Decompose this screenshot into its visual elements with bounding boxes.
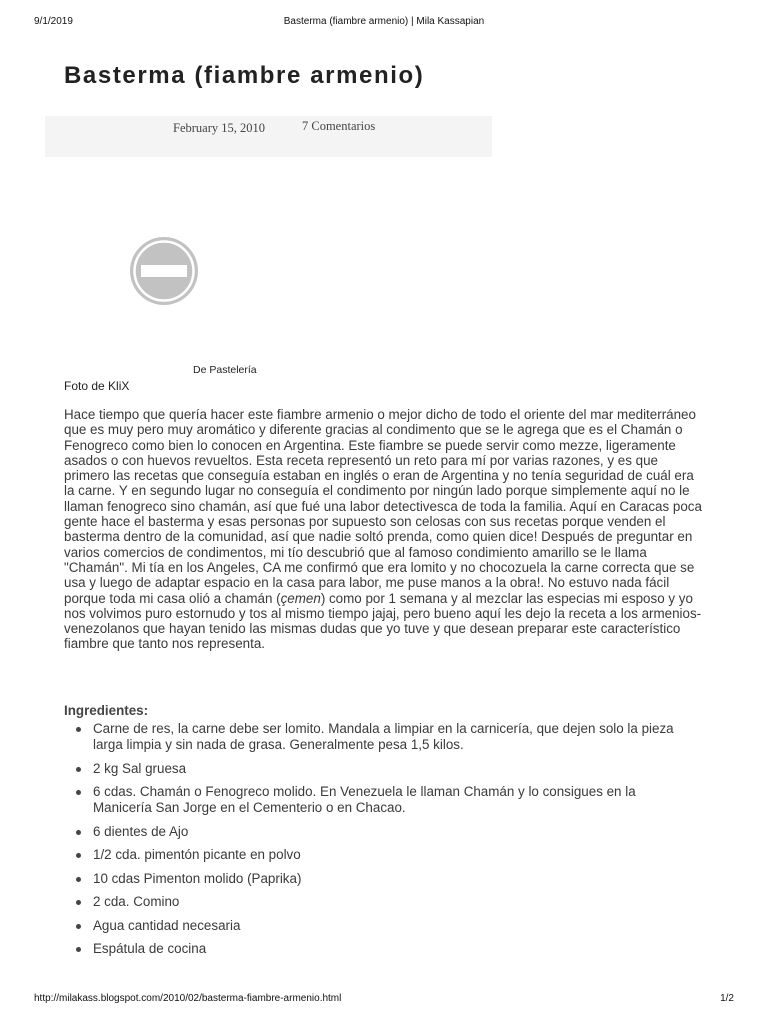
- blocked-image-icon: [126, 236, 202, 306]
- intro-text: ) como por 1 semana y al mezclar las especias mi esposo y yo nos volvimos puro estornudo y tos al mismo tiempo jajaj, pero bueno aquí les dejo la receta a los armenios-venezolanos que hayan tenido las mismas dudas que yo tuve y que desean preparar este característico fiambre que tanto nos representa.: [64, 590, 702, 652]
- ingredient-item: Agua cantidad necesaria: [64, 918, 684, 934]
- intro-paragraph: [64, 407, 704, 652]
- ingredients-heading: Ingredientes:: [64, 703, 149, 718]
- cemen-term: çemen: [280, 590, 321, 606]
- print-footer: [34, 993, 734, 1007]
- print-document-title: Basterma (fiambre armenio) | Mila Kassapian: [283, 16, 485, 27]
- ingredient-item: 10 cdas Pimenton molido (Paprika): [64, 871, 684, 887]
- ingredient-item: 6 dientes de Ajo: [64, 824, 684, 840]
- intro-text: Hace tiempo que quería hacer este fiambre armenio o mejor dicho de todo el oriente del mar mediterráneo que es muy pero muy aromático y diferente gracias al condimento que se le agrega que es el Chamán o Fenogreco como bien lo conocen en Argentina. Este fiambre se puede servir como: [64, 407, 696, 453]
- ingredient-item: Espátula de cocina: [64, 941, 684, 957]
- ingredient-item: 2 kg Sal gruesa: [64, 761, 684, 777]
- photo-credit: Foto de KliX: [64, 379, 130, 393]
- ingredients-list: [64, 721, 684, 965]
- comments-link[interactable]: 7 Comentarios: [302, 119, 376, 133]
- caption-prefix: De: [193, 364, 207, 376]
- print-date: 9/1/2019: [34, 16, 73, 27]
- post-date: February 15, 2010: [173, 121, 265, 135]
- ingredient-item: Carne de res, la carne debe ser lomito. Mandala a limpiar en la carnicería, que dejen solo la pieza larga limpia y sin nada de grasa. Generalmente pesa 1,5 kilos.: [64, 721, 684, 753]
- intro-text: , ligeramente asados o con huevos revueltos. Esta receta representó un reto para mí por varias razones, y es que primero las recetas que conseguía estaban en inglés o eran de Argentina y no tenía seguridad de cuál era la carne. Y en segundo lugar no conseguía el condimento por ningún lado porque simplemente aquí no le llaman fenogreco sino chamán, así que fué una labor detectivesca de toda la familia. Aquí en Caracas poca gente hace el basterma y esas personas por supuesto son celosas con sus recetas porque venden el basterma dentro de la comunidad, así que nadie soltó prenda, como quien dice! Después de preguntar en varios comercios de condimentos, mi tío descubrió que al famoso condimiento amarillo se le llama "Chamán". Mi tía en los Angeles, CA me confirmó que era lomito y no chocozuela la carne correcta que se usa y luego de adaptar espacio en la casa para labor, me puse manos a la obra!. No estuvo nada fácil porque toda mi casa olió a chamán (: [64, 437, 702, 606]
- post-meta-bar: [45, 116, 492, 157]
- page-url: http://milakass.blogspot.com/2010/02/basterma-fiambre-armenio.html: [34, 993, 342, 1004]
- image-caption: [193, 364, 257, 376]
- ingredient-item: 2 cda. Comino: [64, 894, 684, 910]
- page-number: 1/2: [720, 993, 734, 1004]
- ingredient-item: 1/2 cda. pimentón picante en polvo: [64, 847, 684, 863]
- post-title: Basterma (fiambre armenio): [64, 62, 425, 89]
- caption-album-link[interactable]: Pastelería: [209, 364, 257, 376]
- print-header: [34, 16, 734, 30]
- mezze-term: mezze: [559, 437, 599, 453]
- ingredient-item: 6 cdas. Chamán o Fenogreco molido. En Venezuela le llaman Chamán y lo consigues en la Manicería San Jorge en el Cementerio o en Chacao.: [64, 784, 684, 816]
